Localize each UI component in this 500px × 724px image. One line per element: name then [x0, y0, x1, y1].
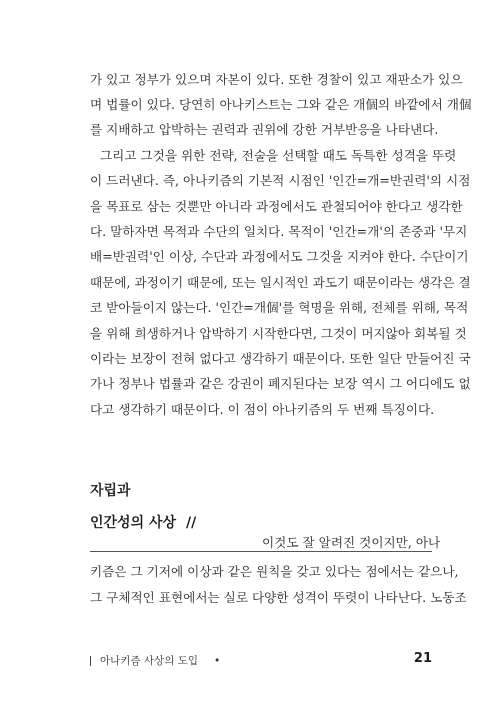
page-number: 21	[413, 651, 432, 666]
footer-bullet: •	[214, 655, 221, 667]
body-text-line: 가 있고 정부가 있으며 자본이 있다. 또한 경찰이 있고 재판소가 있으	[90, 72, 463, 87]
body-text-line: 그리고 그것을 위한 전략, 전술을 선택할 때도 독특한 성격을 뚜렷	[100, 148, 457, 163]
body-text-line: 가나 정부나 법률과 같은 강권이 폐지된다는 보장 역시 그 어디에도 없	[90, 376, 471, 391]
body-text-line: 를 지배하고 압박하는 권력과 권위에 강한 거부반응을 나타낸다.	[90, 122, 439, 137]
body-text-line: 때문에, 과정이기 때문에, 또는 일시적인 과도기 때문이라는 생각은 결	[90, 275, 471, 290]
body-text-line: 을 위해 희생하거나 압박하기 시작한다면, 그것이 머지않아 회복될 것	[90, 326, 467, 341]
body-text-line: 배=반권력'인 이상, 수단과 과정에서도 그것을 지켜야 한다. 수단이기	[90, 249, 469, 264]
body-text-line: 며 법률이 있다. 당연히 아나키스트는 그와 같은 개個의 바깥에서 개個	[90, 97, 472, 112]
body-text-line: 이것도 잘 알려진 것이지만, 아나	[262, 535, 441, 550]
section-heading-line-2	[90, 514, 196, 532]
running-footer-title: 아나키즘 사상의 도입	[100, 655, 198, 667]
section-heading-line-1: 자립과	[90, 483, 131, 499]
body-text-line: 다고 생각하기 때문이다. 이 점이 아나키즘의 두 번째 특징이다.	[90, 402, 435, 417]
section-heading-text: 인간성의 사상	[90, 515, 177, 531]
footer-divider-bar	[90, 656, 91, 666]
body-text-line: 이 드러낸다. 즉, 아나키즘의 기본적 시점인 '인간=개=반권력'의 시점	[90, 173, 471, 188]
body-text-line: 그 구체적인 표현에서는 실로 다양한 성격이 뚜렷이 나타난다. 노동조	[90, 590, 467, 605]
body-text-line: 코 받아들이지 않는다. '인간=개個'를 혁명을 위해, 전체를 위해, 목적	[90, 300, 469, 315]
section-heading-slash: //	[186, 515, 197, 531]
body-text-line: 이라는 보장이 전혀 없다고 생각하기 때문이다. 또한 일단 만들어진 국	[90, 351, 471, 366]
body-text-line: 을 목표로 삼는 것뿐만 아니라 과정에서도 관철되어야 한다고 생각한	[90, 199, 463, 214]
body-text-line: 키즘은 그 기저에 이상과 같은 원칙을 갖고 있다는 점에서는 같으나,	[90, 564, 459, 579]
body-text-line: 다. 말하자면 목적과 수단의 일치다. 목적이 '인간=개'의 존중과 '무지	[90, 224, 468, 239]
